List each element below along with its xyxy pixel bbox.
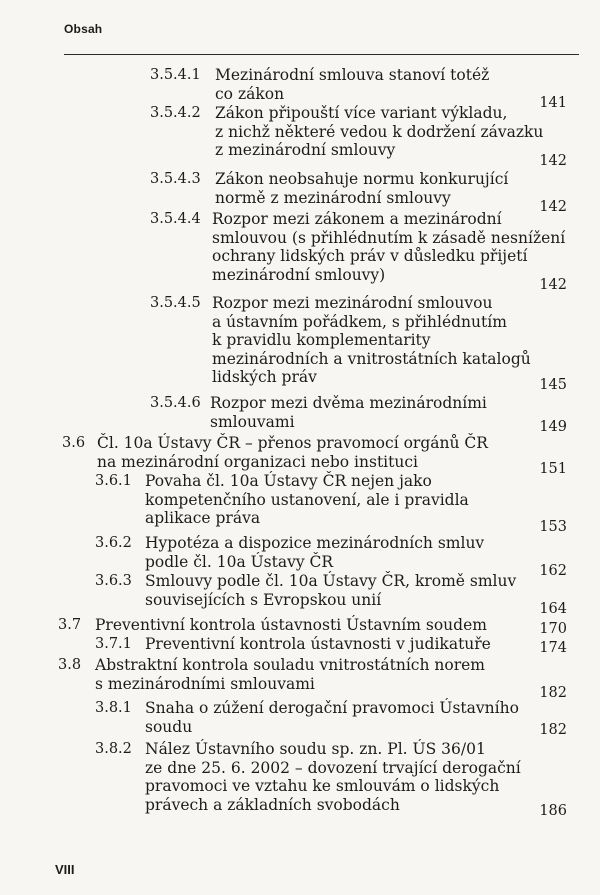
toc-entry: [0, 434, 567, 477]
toc-entry-page: 142: [539, 199, 567, 215]
toc-entry-title: Preventivní kontrola ústavnosti v judikatuře: [145, 635, 491, 653]
toc-entry-title: Zákon připouští více variant výkladu, z nichž některé vedou k dodržení závazku z mezinárodní smlouvy: [215, 104, 544, 159]
toc-entry-number: 3.7: [58, 617, 82, 633]
toc-entry-page: 170: [539, 621, 567, 637]
toc-entry-page: 153: [539, 519, 567, 535]
toc-entry-number: 3.6.3: [95, 573, 132, 589]
toc-entry-page: 141: [539, 95, 567, 111]
toc-entry-page: 164: [539, 601, 567, 617]
page-number: VIII: [55, 862, 75, 877]
toc-entry: [0, 740, 567, 819]
toc-entry-page: 162: [539, 563, 567, 579]
toc-entry-page: 151: [539, 461, 567, 477]
toc-entry-number: 3.6.1: [95, 473, 132, 489]
toc-entry-page: 182: [539, 685, 567, 701]
running-header: Obsah: [64, 22, 103, 36]
toc-entry-page: 142: [539, 277, 567, 293]
toc-entry-title: Povaha čl. 10a Ústavy ČR nejen jako kompetenčního ustanovení, ale i pravidla aplikace práva: [145, 472, 469, 527]
toc-entry: [0, 294, 567, 393]
toc-entry-title: Mezinárodní smlouva stanoví totéž co zákon: [215, 66, 490, 103]
toc-entry: [0, 635, 567, 656]
toc-entry-number: 3.5.4.6: [150, 395, 201, 411]
toc-entry-title: Snaha o zúžení derogační pravomoci Ústavního soudu: [145, 699, 519, 736]
toc-entry-title: Preventivní kontrola ústavnosti Ústavním soudem: [95, 616, 487, 634]
toc-entry-title: Rozpor mezi zákonem a mezinárodní smlouvou (s přihlédnutím k zásadě nesnížení ochrany lidských práv v důsledku přijetí mezinárodní smlouvy): [212, 210, 566, 284]
toc-entry-title: Čl. 10a Ústavy ČR – přenos pravomocí orgánů ČR na mezinárodní organizaci nebo instituci: [97, 434, 488, 471]
toc-entry: [0, 394, 567, 435]
toc-entry-number: 3.5.4.3: [150, 171, 201, 187]
toc-entry-page: 142: [539, 153, 567, 169]
toc-entry-number: 3.5.4.5: [150, 295, 201, 311]
toc-entry-number: 3.6.2: [95, 535, 132, 551]
toc-entry-number: 3.5.4.2: [150, 105, 201, 121]
toc-entry-number: 3.7.1: [95, 636, 132, 652]
toc-entry: [0, 210, 567, 293]
toc-entry-title: Hypotéza a dispozice mezinárodních smluv podle čl. 10a Ústavy ČR: [145, 534, 485, 571]
toc-entry-number: 3.8.2: [95, 741, 132, 757]
toc-entry-page: 149: [539, 419, 567, 435]
toc-entry-title: Abstraktní kontrola souladu vnitrostátních norem s mezinárodními smlouvami: [95, 656, 485, 693]
toc-entry-number: 3.8.1: [95, 700, 132, 716]
toc-entry: [0, 104, 567, 169]
toc-entry: [0, 572, 567, 617]
toc-entry: [0, 699, 567, 738]
toc-entry-number: 3.6: [62, 435, 86, 451]
toc-entry-page: 182: [539, 722, 567, 738]
toc-entry-number: 3.5.4.1: [150, 67, 201, 83]
toc-entry-title: Rozpor mezi mezinárodní smlouvou a ústavním pořádkem, s přihlédnutím k pravidlu komplementarity mezinárodních a vnitrostátních katalogů lidských práv: [212, 294, 531, 386]
toc-entry: [0, 66, 567, 111]
toc-entry: [0, 534, 567, 579]
toc-entry: [0, 170, 567, 215]
toc-entry-number: 3.8: [58, 657, 82, 673]
toc-entry-page: 145: [539, 377, 567, 393]
toc-entry-title: Rozpor mezi dvěma mezinárodními smlouvami: [210, 394, 487, 431]
toc-entry: [0, 616, 567, 637]
toc-entry: [0, 472, 567, 535]
toc-entry-page: 186: [539, 803, 567, 819]
toc-entry-number: 3.5.4.4: [150, 211, 201, 227]
toc-entry-title: Zákon neobsahuje normu konkurující normě z mezinárodní smlouvy: [215, 170, 509, 207]
toc-entry: [0, 656, 567, 701]
toc-entry-title: Nález Ústavního soudu sp. zn. Pl. ÚS 36/01 ze dne 25. 6. 2002 – dovození trvající derogační pravomoci ve vztahu ke smlouvám o lidských právech a základních svobodách: [145, 740, 521, 814]
toc-entry-title: Smlouvy podle čl. 10a Ústavy ČR, kromě smluv souvisejících s Evropskou unií: [145, 572, 517, 609]
header-rule: [64, 54, 579, 55]
toc-entry-page: 174: [539, 640, 567, 656]
